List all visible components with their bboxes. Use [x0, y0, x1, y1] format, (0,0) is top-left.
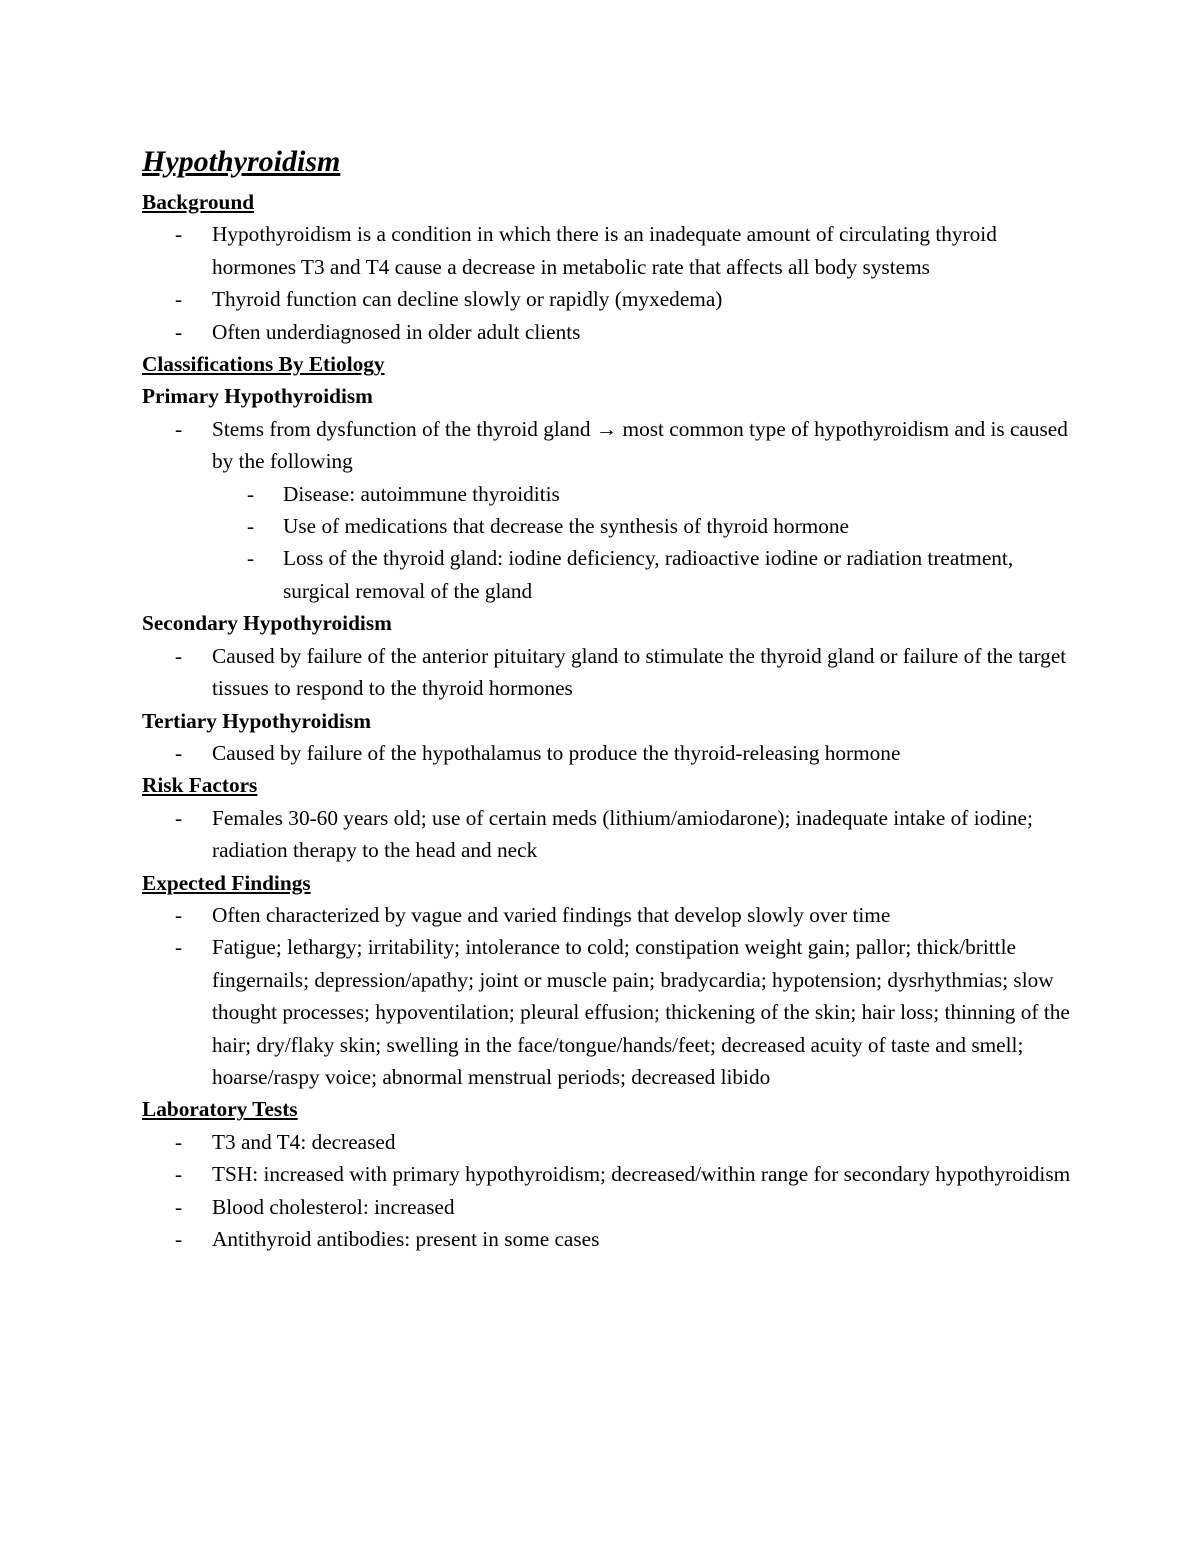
- bullet-text: Caused by failure of the hypothalamus to produce the thyroid-releasing hormone: [212, 740, 901, 765]
- bullet-text: Often characterized by vague and varied findings that develop slowly over time: [212, 902, 891, 927]
- subsection-heading: Tertiary Hypothyroidism: [142, 708, 371, 733]
- bullet-dash: -: [175, 935, 183, 960]
- section-heading: Laboratory Tests: [142, 1097, 298, 1122]
- bullet-item: [142, 899, 1072, 931]
- bullet-dash: -: [175, 287, 183, 312]
- section-heading: Classifications By Etiology: [142, 352, 385, 377]
- bullet-item: [142, 931, 1072, 1093]
- bullet-item: [142, 802, 1072, 867]
- bullet-text: Fatigue; lethargy; irritability; intolerance to cold; constipation weight gain; pallor; thick/brittle fingernails; depression/apathy; joint or muscle pain; bradycardia; hypotension; dysrhythmias; slow thought processes; hypoventilation; pleural effusion; thickening of the skin; hair loss; thinning of the hair; dry/flaky skin; swelling in the face/tongue/hands/feet; decreased acuity of taste and smell; hoarse/raspy voice; abnormal menstrual periods; decreased libido: [212, 935, 1070, 1089]
- bullet-dash: -: [175, 643, 183, 668]
- bullet-dash: -: [175, 1162, 183, 1187]
- bullet-item: [142, 1126, 1072, 1158]
- subsection-heading: Primary Hypothyroidism: [142, 384, 373, 409]
- bullet-dash: -: [175, 740, 183, 765]
- bullet-item: [142, 1223, 1072, 1255]
- bullet-item: [142, 283, 1072, 315]
- document-page: [142, 138, 1072, 1255]
- bullet-text: Stems from dysfunction of the thyroid gland → most common type of hypothyroidism and is caused by the following: [212, 416, 1068, 474]
- bullet-text: Antithyroid antibodies: present in some cases: [212, 1227, 600, 1251]
- sub-bullet-item: [142, 510, 1072, 542]
- section-heading: Expected Findings: [142, 870, 311, 895]
- bullet-text: Often underdiagnosed in older adult clients: [212, 319, 581, 344]
- bullet-text: Disease: autoimmune thyroiditis: [283, 481, 560, 506]
- bullet-item: [142, 737, 1072, 769]
- bullet-dash: -: [247, 481, 255, 506]
- bullet-text: Hypothyroidism is a condition in which there is an inadequate amount of circulating thyroid hormones T3 and T4 cause a decrease in metabolic rate that affects all body systems: [212, 222, 997, 279]
- bullet-dash: -: [175, 902, 183, 927]
- bullet-dash: -: [175, 1129, 183, 1154]
- bullet-item: [142, 1158, 1072, 1190]
- bullet-dash: -: [247, 514, 255, 539]
- bullet-dash: -: [247, 546, 255, 571]
- bullet-dash: -: [175, 222, 183, 247]
- bullet-text: Loss of the thyroid gland: iodine deficiency, radioactive iodine or radiation treatment, surgical removal of the gland: [283, 546, 1014, 603]
- section-heading: Background: [142, 190, 255, 214]
- sub-bullet-item: [142, 478, 1072, 510]
- bullet-item: [142, 316, 1072, 348]
- bullet-dash: -: [175, 1194, 183, 1219]
- bullet-item: [142, 218, 1072, 283]
- subsection-heading: Secondary Hypothyroidism: [142, 611, 392, 636]
- bullet-dash: -: [175, 805, 183, 830]
- bullet-item: [142, 640, 1072, 705]
- bullet-dash: -: [175, 319, 183, 344]
- bullet-text: Blood cholesterol: increased: [212, 1194, 455, 1219]
- bullet-text: TSH: increased with primary hypothyroidism; decreased/within range for secondary hypothyroidism: [212, 1162, 1071, 1187]
- bullet-text: Females 30-60 years old; use of certain meds (lithium/amiodarone); inadequate intake of iodine; radiation therapy to the head and neck: [212, 805, 1033, 863]
- bullet-item: [142, 413, 1072, 478]
- bullet-dash: -: [175, 1227, 183, 1251]
- bullet-text: Thyroid function can decline slowly or rapidly (myxedema): [212, 287, 723, 312]
- bullet-dash: -: [175, 416, 183, 441]
- bullet-item: [142, 1191, 1072, 1223]
- bullet-text: Caused by failure of the anterior pituitary gland to stimulate the thyroid gland or failure of the target tissues to respond to the thyroid hormones: [212, 643, 1067, 701]
- section-heading: Risk Factors: [142, 773, 258, 798]
- bullet-text: Use of medications that decrease the synthesis of thyroid hormone: [283, 514, 849, 539]
- page-title: Hypothyroidism: [142, 145, 341, 178]
- bullet-text: T3 and T4: decreased: [212, 1129, 396, 1154]
- document-body: [142, 186, 1072, 1255]
- sub-bullet-item: [142, 542, 1072, 607]
